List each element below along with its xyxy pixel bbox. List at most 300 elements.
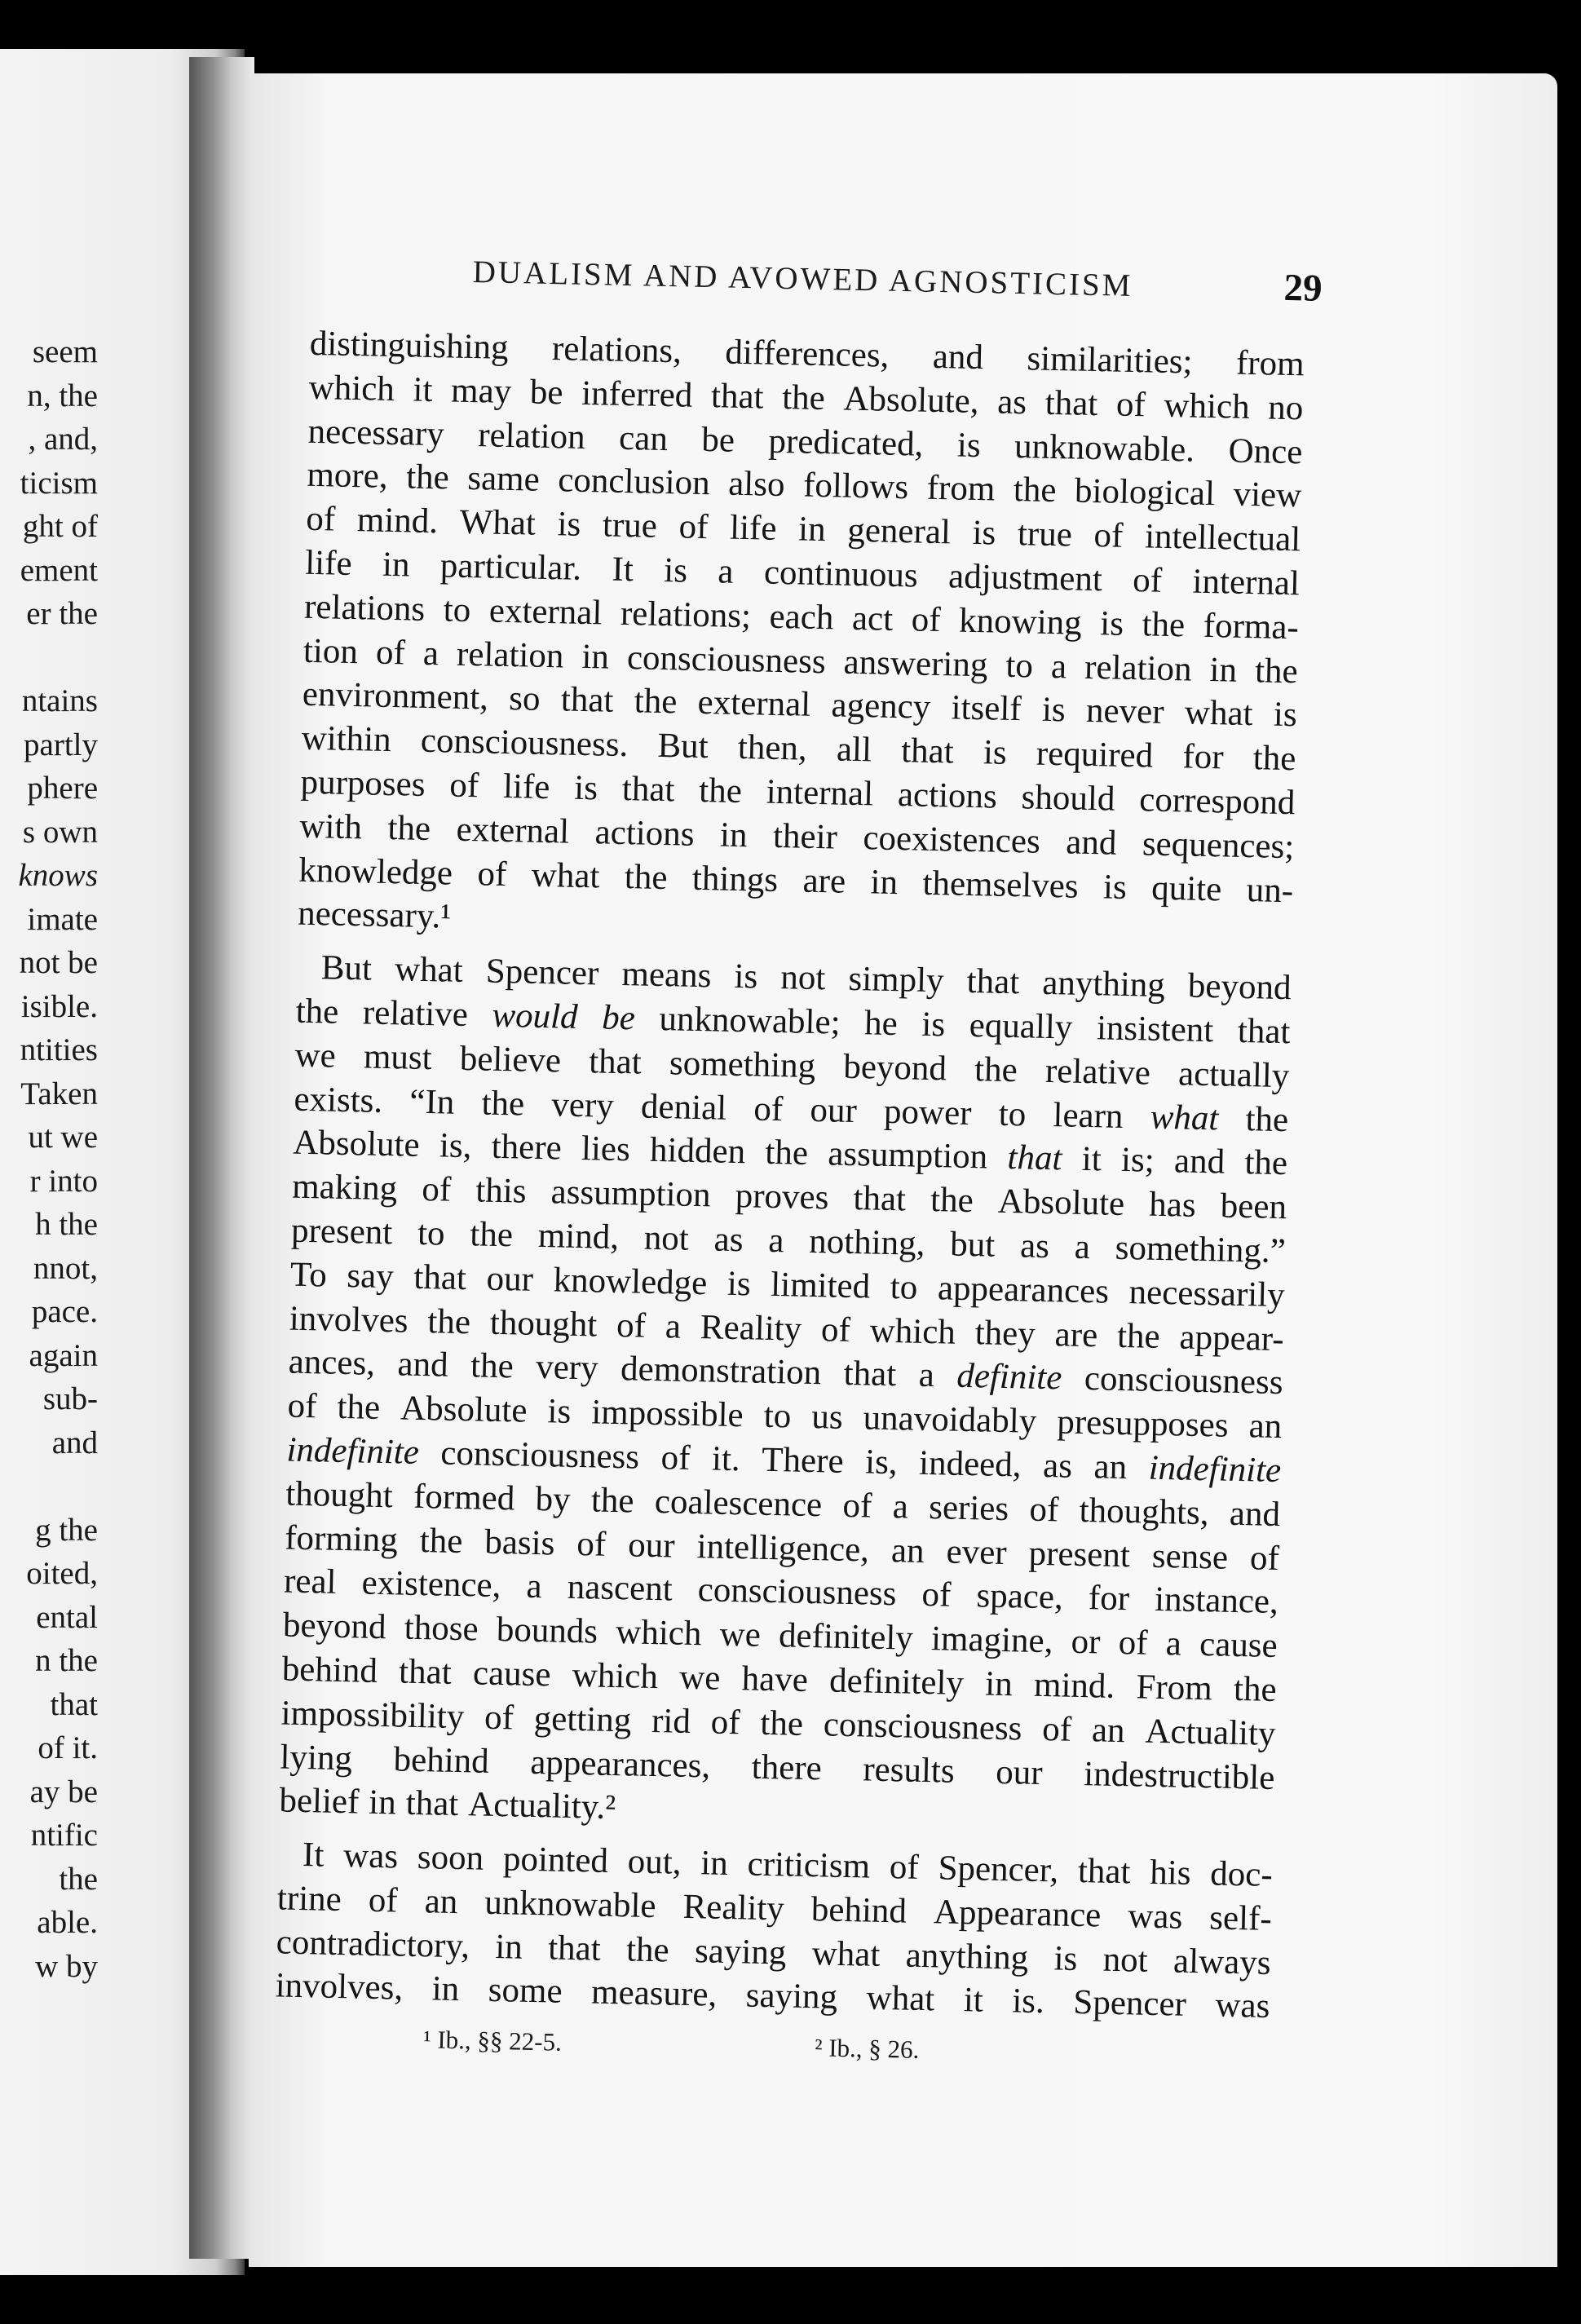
word: been: [1220, 1186, 1287, 1227]
word: lying: [280, 1737, 353, 1778]
word: Actuality.²: [467, 1785, 616, 1827]
word: of: [1118, 1624, 1149, 1663]
facing-page-line: imate: [27, 901, 98, 937]
facing-page-line: ement: [20, 552, 98, 588]
word: can: [618, 418, 669, 458]
word: presupposes: [1056, 1403, 1230, 1445]
word: basis: [484, 1522, 555, 1562]
word: a: [526, 1567, 543, 1606]
word: act: [851, 599, 894, 638]
word: of: [287, 1386, 317, 1426]
word: their: [772, 816, 838, 857]
word: a: [1165, 1624, 1182, 1663]
word: a: [1074, 1227, 1091, 1267]
word: the: [387, 808, 431, 848]
word: is,: [864, 1443, 899, 1482]
facing-page-line: Taken: [20, 1076, 98, 1111]
word: of: [889, 1848, 920, 1887]
word: definitely: [778, 1616, 914, 1658]
word: equally: [969, 1005, 1073, 1047]
word: insistent: [1096, 1009, 1214, 1050]
word: definite: [956, 1357, 1062, 1398]
word: to: [998, 1094, 1027, 1133]
word: purposes: [300, 762, 426, 804]
word: of: [1093, 516, 1124, 555]
word: the: [1243, 1143, 1288, 1183]
word: what: [394, 950, 464, 991]
word: un-: [1246, 870, 1294, 910]
word: believe: [459, 1039, 562, 1080]
word: demonstration: [620, 1350, 822, 1393]
word: But: [657, 727, 709, 767]
word: the: [1245, 1099, 1289, 1139]
word: of: [1115, 385, 1146, 425]
word: not: [643, 1218, 690, 1258]
facing-page-line: partly: [24, 727, 98, 762]
word: a: [767, 1221, 784, 1261]
word: actually: [1177, 1054, 1290, 1095]
word: cause: [472, 1654, 551, 1694]
word: that: [405, 1783, 459, 1824]
word: particular.: [439, 546, 582, 588]
word: power: [883, 1092, 973, 1133]
word: or: [1071, 1622, 1101, 1662]
word: as: [996, 382, 1027, 422]
word: very: [535, 1348, 599, 1388]
word: consciousness.: [420, 721, 629, 765]
word: our: [486, 1259, 534, 1299]
word: of: [921, 1575, 952, 1615]
word: with: [299, 806, 363, 847]
word: relative: [1044, 1051, 1151, 1093]
facing-page-line: of it.: [38, 1730, 98, 1765]
word: Absolute,: [843, 379, 980, 421]
word: and: [1065, 823, 1117, 863]
word: relations;: [620, 594, 752, 636]
word: hidden: [649, 1131, 746, 1172]
word: we: [678, 1658, 721, 1698]
word: not: [779, 958, 826, 998]
word: indestructible: [1083, 1754, 1275, 1797]
word: series: [928, 1487, 1009, 1528]
word: an: [1248, 1407, 1283, 1447]
word: saying: [694, 1931, 787, 1973]
word: pointed: [502, 1840, 609, 1880]
word: Actuality: [1144, 1712, 1276, 1753]
book-page: [249, 73, 1557, 2267]
word: simply: [848, 960, 945, 1001]
word: from: [926, 469, 996, 509]
word: that: [853, 1179, 907, 1219]
word: in: [494, 1927, 523, 1967]
word: the: [419, 1521, 463, 1561]
word: From: [1136, 1668, 1213, 1708]
word: is: [547, 1392, 572, 1431]
word: in: [1209, 650, 1238, 690]
word: environment,: [302, 675, 489, 718]
word: instance,: [1154, 1580, 1279, 1622]
word: have: [741, 1659, 809, 1699]
word: in: [581, 637, 610, 677]
word: existence,: [361, 1563, 501, 1606]
word: thought: [285, 1474, 394, 1515]
word: that: [843, 1354, 897, 1394]
word: it: [1081, 1140, 1102, 1179]
word: our: [995, 1752, 1044, 1792]
facing-page-line: that: [50, 1686, 98, 1722]
word: to: [1005, 646, 1034, 686]
facing-page-line: ght of: [22, 509, 98, 544]
word: is: [972, 514, 996, 553]
word: the: [426, 1301, 471, 1341]
word: as: [713, 1220, 744, 1260]
word: means: [621, 955, 712, 996]
word: To: [289, 1255, 328, 1295]
word: conclusion: [557, 461, 711, 503]
facing-page-line: n, the: [27, 378, 98, 413]
word: intellectual: [1144, 517, 1301, 559]
facing-page-line: ental: [36, 1599, 98, 1635]
word: Appearance: [933, 1893, 1102, 1935]
word: is: [1102, 867, 1128, 907]
word: a: [1050, 647, 1067, 686]
word: in: [431, 1969, 460, 2009]
word: self-: [1208, 1898, 1273, 1938]
word: no: [1267, 388, 1304, 428]
word: of: [375, 633, 406, 672]
word: of: [911, 600, 942, 639]
word: the: [624, 857, 668, 897]
word: beyond: [842, 1047, 947, 1089]
word: things: [691, 859, 779, 899]
word: appearances: [937, 1268, 1110, 1311]
word: the: [481, 1084, 525, 1124]
word: which: [1164, 386, 1251, 426]
word: unknowable.: [1014, 426, 1195, 470]
word: what: [531, 855, 600, 895]
word: learn: [1053, 1095, 1124, 1136]
word: Absolute: [400, 1389, 528, 1430]
word: was: [342, 1836, 399, 1876]
word: internal: [1192, 562, 1301, 603]
word: is: [983, 733, 1008, 773]
word: soon: [417, 1838, 484, 1878]
facing-page-line: nnot,: [33, 1250, 98, 1286]
word: that: [398, 1652, 453, 1692]
word: is: [921, 1005, 946, 1045]
word: that: [1237, 1011, 1291, 1052]
facing-page-text: [0, 330, 98, 1988]
word: mind.: [1033, 1665, 1115, 1706]
word: Spencer: [485, 952, 599, 993]
word: there: [491, 1128, 563, 1168]
facing-page-line: ticism: [20, 465, 98, 501]
word: results: [862, 1749, 956, 1791]
word: of: [678, 507, 709, 547]
word: the: [1254, 651, 1299, 691]
word: cause: [1199, 1625, 1278, 1666]
word: thought: [489, 1303, 598, 1345]
word: the: [337, 1387, 381, 1428]
word: in: [700, 1844, 729, 1884]
word: what: [1150, 1098, 1219, 1138]
word: Absolute: [292, 1123, 421, 1165]
word: forma-: [1203, 606, 1300, 647]
word: necessarily: [1128, 1272, 1286, 1314]
word: thoughts,: [1079, 1491, 1210, 1532]
facing-page-line: oited,: [26, 1556, 98, 1591]
word: we: [719, 1615, 762, 1655]
word: an: [1093, 1447, 1128, 1487]
word: follows: [802, 466, 909, 507]
word: there: [751, 1747, 823, 1787]
word: relation: [1084, 647, 1193, 689]
word: the: [295, 992, 339, 1032]
word: that: [966, 962, 1020, 1002]
word: in: [870, 862, 899, 902]
word: in: [382, 545, 410, 585]
word: nothing,: [808, 1222, 925, 1263]
word: for: [1088, 1579, 1130, 1619]
facing-page-line: g the: [35, 1512, 98, 1548]
facing-page-line: ut we: [28, 1120, 98, 1155]
word: is: [557, 505, 581, 545]
word: not: [1102, 1940, 1149, 1980]
word: the: [781, 378, 826, 418]
word: internal: [766, 772, 874, 814]
word: that: [547, 1929, 602, 1968]
facing-page-line: able.: [37, 1905, 98, 1940]
word: that: [621, 769, 675, 810]
word: is: [663, 550, 688, 590]
word: the: [470, 1346, 514, 1386]
word: relation: [477, 415, 586, 457]
word: to: [890, 1267, 918, 1307]
word: life: [502, 767, 550, 807]
word: present: [290, 1211, 393, 1253]
facing-page-line: ntific: [30, 1818, 98, 1853]
word: the: [405, 457, 450, 497]
word: and: [1173, 1142, 1225, 1182]
word: something.”: [1115, 1228, 1287, 1271]
facing-page-line: ay be: [29, 1774, 98, 1809]
word: involves,: [275, 1966, 404, 2008]
facing-page-line: again: [29, 1337, 98, 1373]
word: Spencer: [1072, 1983, 1187, 2025]
word: true: [1017, 515, 1073, 554]
word: mind.: [356, 501, 439, 541]
word: anything: [905, 1936, 1029, 1977]
word: sense: [1151, 1536, 1229, 1577]
word: from: [1235, 343, 1305, 384]
word: “In: [408, 1082, 455, 1122]
facing-page-line: n the: [35, 1643, 98, 1678]
word: of: [1132, 561, 1163, 600]
word: It: [302, 1836, 325, 1875]
word: all: [836, 730, 872, 770]
page-content: [203, 60, 1557, 2280]
word: the: [974, 1049, 1018, 1089]
word: same: [466, 459, 541, 500]
word: in: [984, 1664, 1014, 1704]
word: that: [710, 376, 765, 417]
word: a: [665, 1306, 682, 1346]
word: as: [1019, 1226, 1050, 1266]
word: which: [615, 1613, 702, 1654]
word: of: [484, 1698, 514, 1738]
word: has: [1148, 1185, 1197, 1225]
word: of: [448, 766, 479, 806]
word: necessary: [307, 412, 445, 453]
word: tion: [303, 631, 359, 671]
word: unknowable;: [658, 999, 841, 1042]
word: that: [900, 731, 955, 771]
word: behind: [810, 1890, 908, 1931]
facing-page-line: [0, 636, 98, 680]
word: of: [368, 1880, 399, 1920]
word: our: [810, 1090, 858, 1130]
page-number: 29: [1283, 266, 1323, 310]
word: indefinite: [1148, 1448, 1282, 1491]
word: relation: [456, 634, 564, 676]
word: rid: [651, 1701, 691, 1741]
word: should: [1021, 778, 1115, 819]
word: general: [846, 510, 952, 552]
word: are: [802, 861, 846, 901]
word: getting: [533, 1699, 632, 1740]
word: assumption: [827, 1134, 988, 1177]
word: similarities;: [1026, 339, 1193, 382]
word: is.: [1011, 1982, 1045, 2021]
facing-page-line: the: [59, 1861, 98, 1897]
word: formed: [413, 1477, 515, 1518]
word: what: [1184, 693, 1254, 734]
word: to: [417, 1213, 446, 1253]
word: an: [1091, 1711, 1126, 1750]
word: external: [456, 810, 570, 851]
word: that: [1077, 1852, 1131, 1892]
facing-page-line: phere: [27, 771, 98, 806]
word: true: [602, 506, 658, 546]
word: that: [560, 680, 614, 721]
word: which: [572, 1655, 659, 1697]
word: view: [1233, 475, 1302, 515]
word: life: [304, 543, 353, 583]
word: What: [459, 502, 537, 543]
word: is,: [439, 1126, 472, 1166]
facing-page-line: er the: [26, 596, 98, 631]
facing-page-line: isible.: [20, 988, 98, 1024]
word: the: [1233, 1669, 1278, 1709]
word: some: [488, 1971, 563, 2012]
word: It: [612, 550, 634, 590]
word: anything: [1041, 963, 1166, 1005]
word: Spencer,: [938, 1849, 1059, 1890]
word: relative: [362, 993, 469, 1035]
word: nascent: [567, 1568, 673, 1609]
word: impossibility: [280, 1694, 465, 1736]
word: a: [717, 552, 735, 591]
word: real: [283, 1562, 338, 1602]
word: consciousness: [697, 1571, 897, 1614]
word: is: [734, 957, 758, 996]
word: required: [1036, 734, 1154, 775]
word: to: [763, 1396, 792, 1436]
word: answering: [843, 643, 988, 684]
word: of: [421, 1170, 452, 1209]
word: external: [697, 683, 811, 725]
facing-page-line: seem: [32, 334, 98, 369]
word: the: [698, 771, 743, 811]
word: correspond: [1138, 780, 1296, 823]
word: ever: [946, 1532, 1008, 1572]
word: ances,: [288, 1342, 376, 1384]
word: definitely: [828, 1661, 965, 1703]
word: of: [1029, 1490, 1059, 1530]
word: appear-: [1179, 1317, 1285, 1359]
word: this: [475, 1171, 528, 1211]
facing-page-line: , and,: [28, 422, 98, 457]
word: for: [1181, 737, 1225, 777]
facing-page-line: r into: [29, 1163, 98, 1199]
word: that: [588, 1041, 643, 1082]
word: an: [890, 1531, 925, 1571]
word: that: [1007, 1138, 1062, 1178]
word: very: [550, 1085, 615, 1125]
word: they: [974, 1313, 1036, 1354]
word: denial: [640, 1087, 727, 1128]
word: But: [320, 948, 373, 988]
word: consciousness: [439, 1434, 640, 1477]
word: it: [413, 370, 433, 409]
word: a: [918, 1356, 935, 1395]
footnote-1: ¹ Ib., §§ 22-5.: [423, 2025, 563, 2057]
facing-page-line: pace.: [31, 1294, 98, 1329]
word: the: [625, 1930, 670, 1970]
word: necessary.¹: [297, 895, 452, 936]
word: of: [710, 1703, 741, 1742]
word: the: [764, 1133, 809, 1173]
word: the: [590, 1481, 635, 1521]
word: something: [669, 1044, 816, 1085]
facing-page-line: and: [51, 1425, 98, 1460]
word: consciousness: [1084, 1359, 1283, 1403]
word: that: [1044, 383, 1098, 423]
word: are: [1054, 1314, 1098, 1354]
word: it: [963, 1981, 984, 2021]
word: making: [291, 1167, 398, 1208]
word: as: [1042, 1446, 1073, 1486]
word: exists.: [294, 1080, 383, 1120]
word: his: [1149, 1853, 1191, 1893]
word: it.: [711, 1439, 741, 1479]
word: which: [869, 1311, 956, 1352]
word: agency: [831, 686, 931, 727]
word: coalescence: [654, 1482, 823, 1525]
word: must: [363, 1037, 433, 1077]
word: imagine,: [930, 1619, 1053, 1661]
word: continuous: [763, 553, 919, 595]
word: consciousness: [823, 1705, 1022, 1748]
word: appearances,: [529, 1743, 711, 1785]
word: a: [892, 1487, 909, 1527]
word: knowledge: [553, 1261, 708, 1303]
word: unavoidably: [863, 1398, 1037, 1441]
word: forming: [284, 1518, 399, 1559]
word: distinguishing: [309, 324, 510, 367]
word: and: [1229, 1494, 1281, 1534]
word: and: [932, 337, 984, 378]
